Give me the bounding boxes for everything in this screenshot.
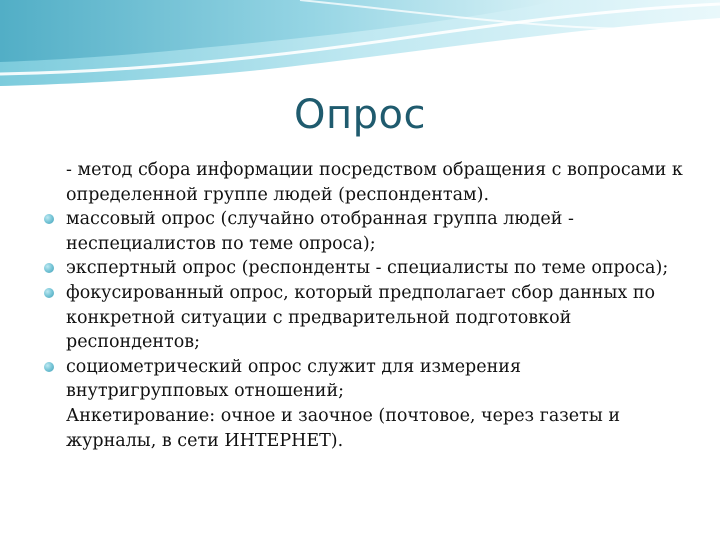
list-item-focused-survey [44,281,684,355]
slide-title: Опрос [294,92,426,138]
bullet-dot-icon [44,362,54,372]
list-item-mass-survey [44,207,684,256]
questionnaire-line [44,404,684,453]
bullet-dot-icon [44,214,54,224]
item-text: массовый опрос (случайно отобранная группа людей - неспециалистов по теме опроса); [66,209,574,254]
list-item-sociometric-survey [44,355,684,404]
item-text: - метод сбора информации посредством обращения с вопросами к определенной группе людей (респондентам). [66,160,683,205]
bullet-dot-icon [44,288,54,298]
item-text: Анкетирование: очное и заочное (почтовое, через газеты и журналы, в сети ИНТЕРНЕТ). [66,405,620,451]
list-item-expert-survey [44,256,684,281]
slide-content [44,158,684,453]
definition-line [44,158,684,207]
item-text: фокусированный опрос, который предполагает сбор данных по конкретной ситуации с предварительной подготовкой респондентов; [66,282,656,353]
item-text: социометрический опрос служит для измерения внутригрупповых отношений; [66,356,521,402]
bullet-dot-icon [44,263,54,273]
item-text: экспертный опрос (респонденты - специалисты по теме опроса); [66,258,669,279]
